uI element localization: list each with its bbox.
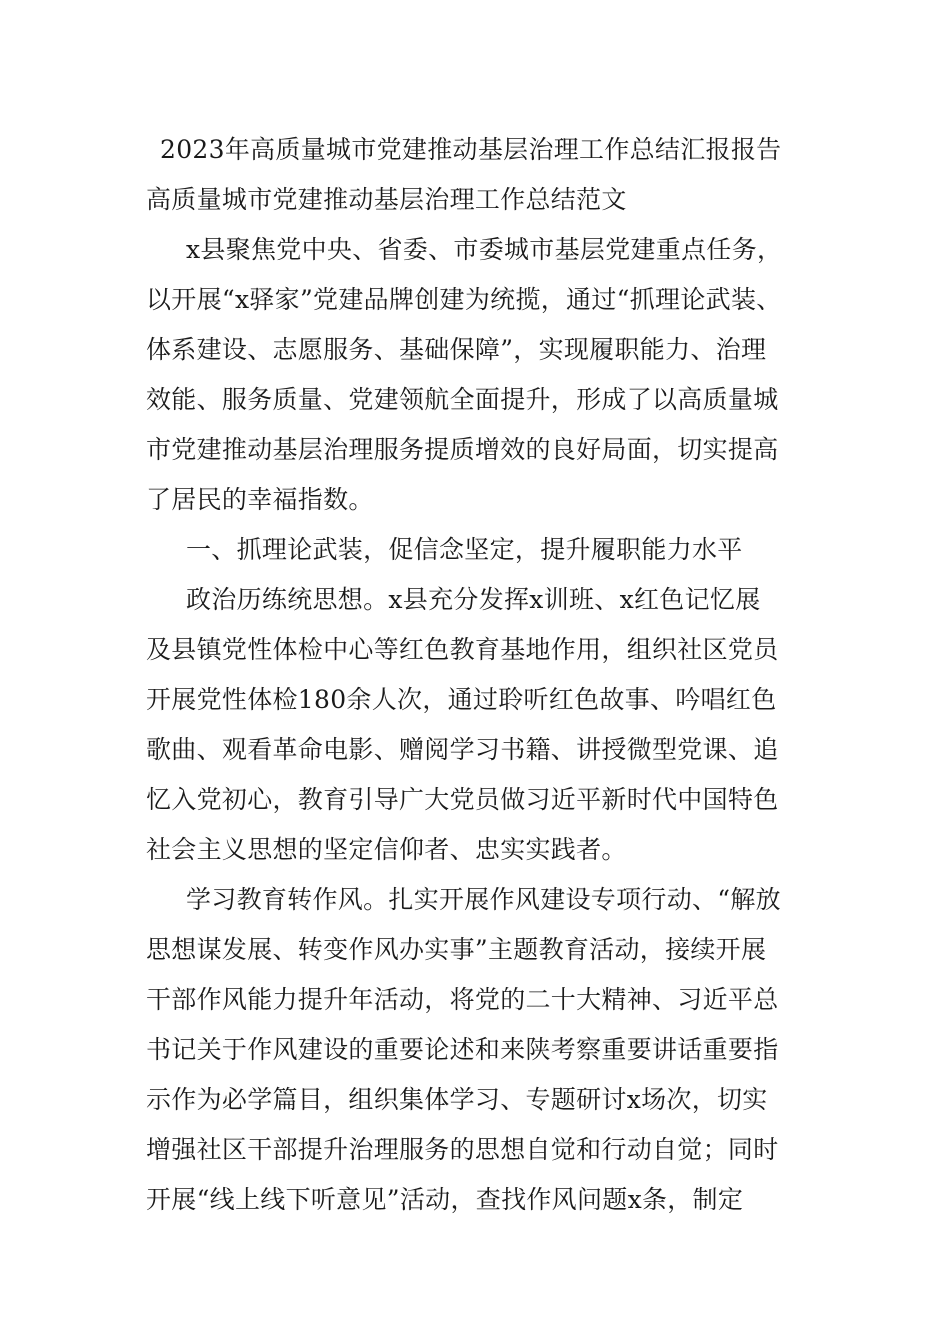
paragraph-line: 开展“线上线下听意见”活动，查找作风问题x条，制定 [146, 1185, 744, 1214]
paragraph-line: 市党建推动基层治理服务提质增效的良好局面，切实提高 [146, 435, 779, 464]
paragraph-line: 效能、服务质量、党建领航全面提升，形成了以高质量城 [146, 385, 779, 414]
paragraph-line: 了居民的幸福指数。 [146, 485, 374, 514]
paragraph-line: x县聚焦党中央、省委、市委城市基层党建重点任务， [186, 235, 783, 264]
paragraph-line: 示作为必学篇目，组织集体学习、专题研讨x场次，切实 [146, 1085, 768, 1114]
paragraph-line: 书记关于作风建设的重要论述和来陕考察重要讲话重要指 [146, 1035, 779, 1064]
paragraph-line: 思想谋发展、转变作风办实事”主题教育活动，接续开展 [146, 935, 767, 964]
paragraph-line: 增强社区干部提升治理服务的思想自觉和行动自觉；同时 [146, 1135, 779, 1164]
paragraph-line: 政治历练统思想。x县充分发挥x训班、x红色记忆展 [186, 585, 761, 614]
paragraph-line: 社会主义思想的坚定信仰者、忠实实践者。 [146, 835, 627, 864]
section-heading: 一、抓理论武装，促信念坚定，提升履职能力水平 [186, 535, 743, 564]
paragraph-line: 以开展“x驿家”党建品牌创建为统揽，通过“抓理论武装、 [146, 285, 782, 314]
document-title: 2023年高质量城市党建推动基层治理工作总结汇报报告 [160, 135, 782, 164]
paragraph-line: 体系建设、志愿服务、基础保障”，实现履职能力、治理 [146, 335, 767, 364]
paragraph-line: 干部作风能力提升年活动，将党的二十大精神、习近平总 [146, 985, 779, 1014]
paragraph-line: 忆入党初心，教育引导广大党员做习近平新时代中国特色 [146, 785, 779, 814]
document-subtitle: 高质量城市党建推动基层治理工作总结范文 [146, 185, 627, 214]
paragraph-line: 歌曲、观看革命电影、赠阅学习书籍、讲授微型党课、追 [146, 735, 779, 764]
paragraph-line: 开展党性体检180余人次，通过聆听红色故事、吟唱红色 [146, 685, 777, 714]
paragraph-line: 及县镇党性体检中心等红色教育基地作用，组织社区党员 [146, 635, 779, 664]
paragraph-line: 学习教育转作风。扎实开展作风建设专项行动、“解放 [186, 885, 781, 914]
